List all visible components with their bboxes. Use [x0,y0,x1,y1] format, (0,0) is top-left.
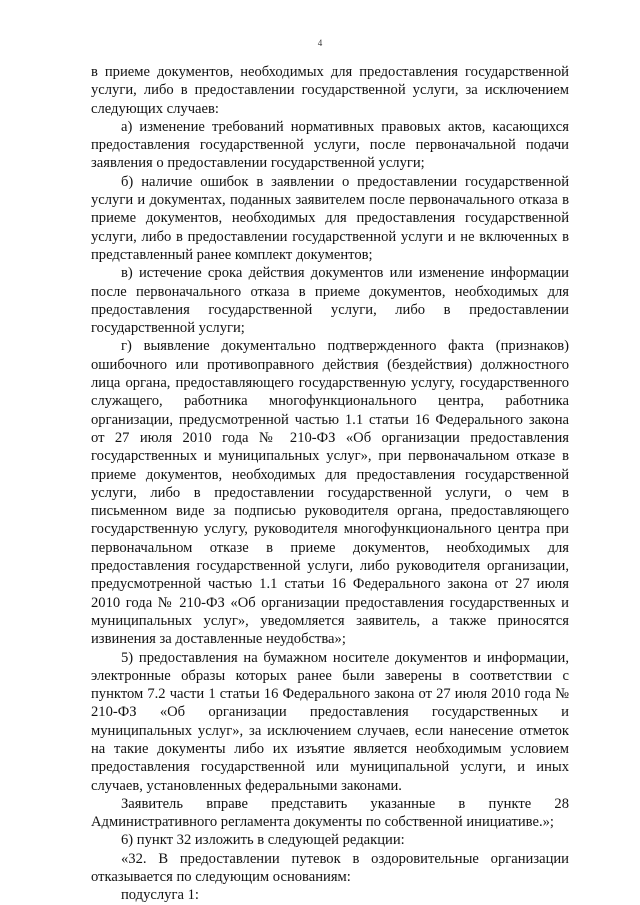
paragraph-item-b: б) наличие ошибок в заявлении о предоставлении государственной услуги и документах, поданных заявителем после первоначального отказа в приеме документов, необходимых для предоставления государственной услуги, либо в предоставлении государственной услуги и не включенных в представленный ранее комплект документов; [91,173,569,263]
paragraph-item-a: а) изменение требований нормативных правовых актов, касающихся предоставления государственной услуги, после первоначальной подачи заявления о предоставлении государственной услуги; [91,118,569,172]
paragraph-subservice-1: подуслуга 1: [121,887,199,904]
page-number: 4 [317,38,323,48]
paragraph-item-v: в) истечение срока действия документов или изменение информации после первоначального отказа в приеме документов, необходимых для предоставления государственной услуги, либо в предоставлении государственной услуги; [91,265,569,337]
paragraph-item-g: г) выявление документально подтвержденного факта (признаков) ошибочного или противоправного действия (бездействия) должностного лица органа, предоставляющего государственную услугу, государственного служащего, работника многофункционального центра, работника организации, предусмотренной частью 1.1 статьи 16 Федерального закона от 27 июля 2010 года № 210-ФЗ «Об организации предоставления государственных и муниципальных услуг», при первоначальном отказе в приеме документов, необходимых для предоставления государственной услуги, либо в предоставлении государственной услуги, о чем в письменном виде за подписью руководителя органа, предоставляющего государственную услугу, руководителя многофункционального центра при первоначальном отказе в приеме документов, необходимых для предоставления государственной услуги, либо руководителя организации, предусмотренной частью 1.1 статьи 16 Федерального закона от 27 июля 2010 года № 210-ФЗ «Об организации предоставления государственных и муниципальных услуг», уведомляется заявитель, а также приносятся извинения за доставленные неудобства»; [91,338,569,648]
document-body [91,63,569,905]
paragraph-applicant-right: Заявитель вправе представить указанные в пункте 28 Административного регламента документы по собственной инициативе.»; [91,795,569,831]
paragraph-point-32: «32. В предоставлении путевок в оздоровительные организации отказывается по следующим основаниям: [91,850,569,886]
paragraph-item-5: 5) предоставления на бумажном носителе документов и информации, электронные образы которых ранее были заверены в соответствии с пунктом 7.2 части 1 статьи 16 Федерального закона от 27 июля 2010 года № 210-ФЗ «Об организации предоставления государственных и муниципальных услуг», за исключением случаев, если нанесение отметок на такие документы либо их изъятие является необходимым условием предоставления государственной или муниципальной услуги, и иных случаев, установленных федеральными законами. [91,649,569,794]
paragraph-item-6: 6) пункт 32 изложить в следующей редакции: [121,832,405,849]
paragraph-continuation: в приеме документов, необходимых для предоставления государственной услуги, либо в предоставлении государственной услуги, за исключением следующих случаев: [91,64,569,117]
